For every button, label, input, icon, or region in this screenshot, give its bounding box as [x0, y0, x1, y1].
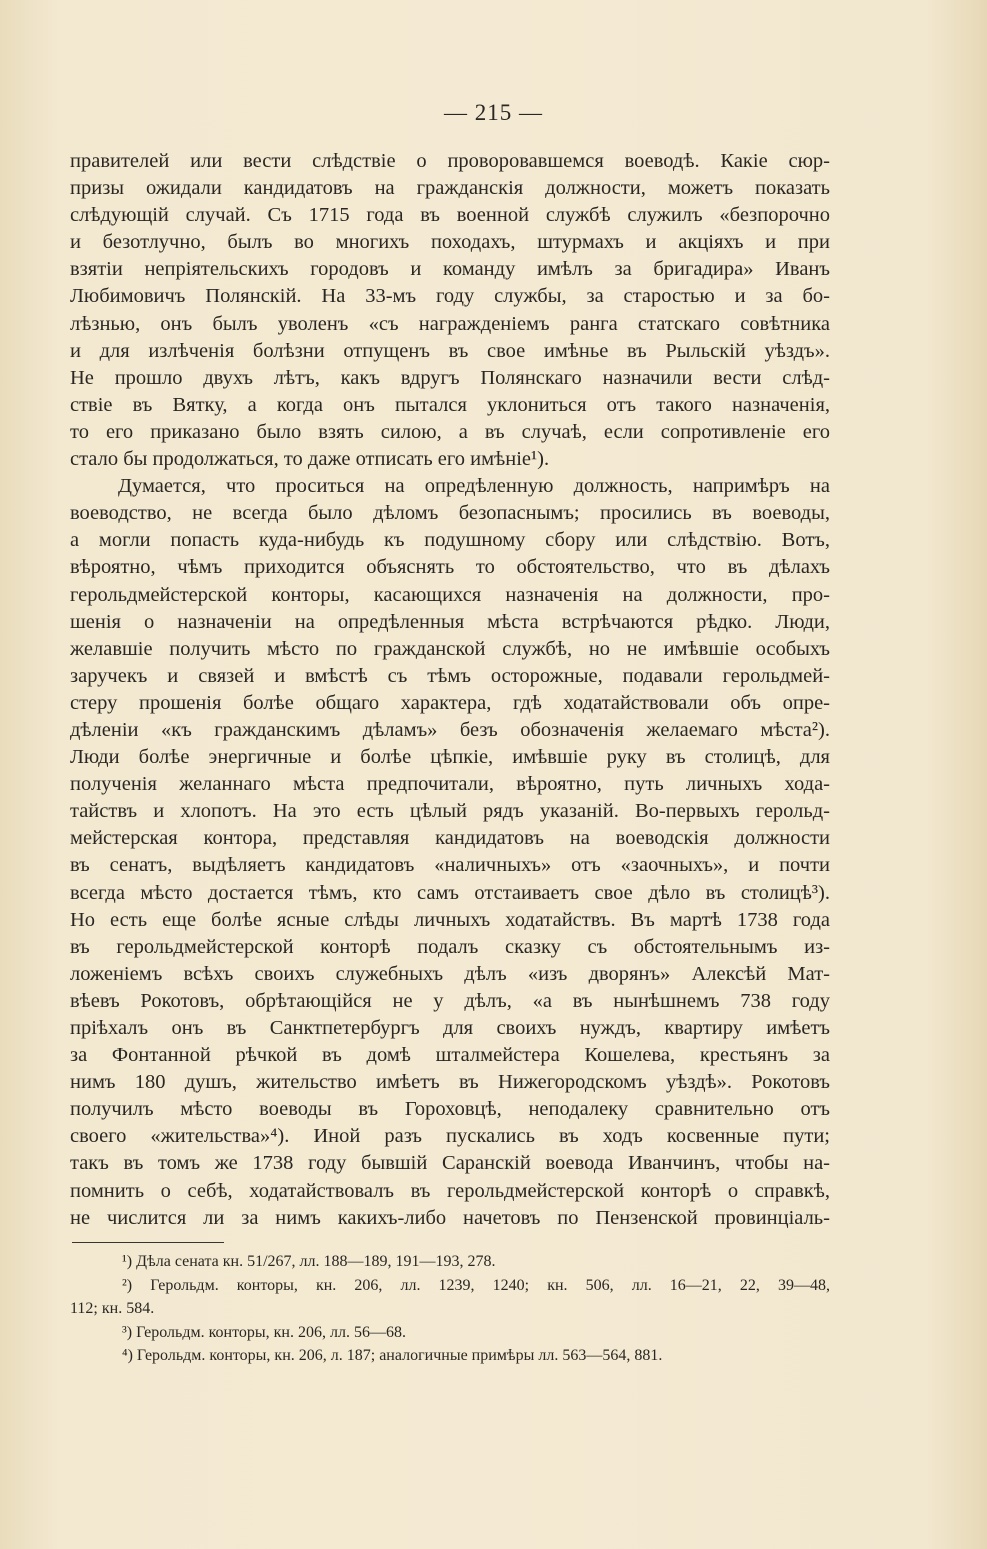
- text-line: шенія о назначеніи на опредѣленныя мѣста встрѣчаются рѣдко. Люди,: [70, 610, 830, 633]
- page-number: — 215 —: [444, 100, 543, 125]
- text-line: вѣевъ Рокотовъ, обрѣтающійся не у дѣлъ, «а въ нынѣшнемъ 738 году: [70, 989, 830, 1012]
- text-line: своего «жительства»⁴). Иной разъ пускались въ ходъ косвенные пути;: [70, 1125, 830, 1148]
- text-line: въ герольдмейстерской конторѣ подалъ сказку съ обстоятельнымъ из-: [70, 935, 830, 958]
- text-line: то его приказано было взять силою, а въ случаѣ, если сопротивленіе его: [70, 420, 830, 443]
- text-line: слѣдующій случай. Съ 1715 года въ военной службѣ служилъ «безпорочно: [70, 204, 830, 227]
- text-line: полученія желаннаго мѣста предпочитали, вѣроятно, путь личныхъ хода-: [70, 773, 830, 796]
- footnote-line: ⁴) Герольдм. конторы, кн. 206, л. 187; аналогичные примѣры лл. 563—564, 881.: [122, 1347, 663, 1364]
- text-line: мейстерская контора, представляя кандидатовъ на воеводскія должности: [70, 827, 830, 850]
- body-text: [70, 148, 830, 1232]
- text-line: ствіе въ Вятку, а когда онъ пытался уклониться отъ такого назначенія,: [70, 393, 830, 416]
- text-line: взятіи непріятельскихъ городовъ и команду имѣлъ за бригадира» Иванъ: [70, 258, 830, 281]
- footnote-line: ³) Герольдм. конторы, кн. 206, лл. 56—68.: [122, 1323, 406, 1341]
- text-line: стеру прошенія болѣе общаго характера, гдѣ ходатайствовали объ опре-: [70, 691, 830, 714]
- text-line: помнить о себѣ, ходатайствовалъ въ герольдмейстерской конторѣ о справкѣ,: [70, 1179, 830, 1202]
- text-line: а могли попасть куда-нибудь къ подушному сбору или слѣдствію. Вотъ,: [70, 529, 830, 552]
- footnotes: [70, 1250, 830, 1368]
- footnote-line: 112; кн. 584.: [70, 1300, 155, 1317]
- text-line: за Фонтанной рѣчкой въ домѣ шталмейстера Кошелева, крестьянъ за: [70, 1044, 830, 1067]
- text-line: вѣроятно, чѣмъ приходится объяснять то обстоятельство, что въ дѣлахъ: [70, 556, 830, 579]
- text-line: нимъ 180 душъ, жительство имѣетъ въ Нижегородскомъ уѣздѣ». Рокотовъ: [70, 1071, 830, 1094]
- footnote-line: ²) Герольдм. конторы, кн. 206, лл. 1239, 1240; кн. 506, лл. 16—21, 22, 39—48,: [122, 1276, 830, 1294]
- text-line: дѣленіи «къ гражданскимъ дѣламъ» безъ обозначенія желаемаго мѣста²).: [70, 718, 830, 741]
- text-line: Думается, что проситься на опредѣленную должность, напримѣръ на: [118, 475, 830, 498]
- text-line: пріѣхалъ онъ въ Санктпетербургъ для своихъ нуждъ, квартиру имѣетъ: [70, 1017, 830, 1039]
- text-line: герольдмейстерской конторы, касающихся назначенія на должности, про-: [70, 583, 830, 606]
- text-line: не числится ли за нимъ какихъ-либо начетовъ по Пензенской провинціаль-: [70, 1206, 830, 1229]
- text-line: призы ожидали кандидатовъ на гражданскія должности, можетъ показать: [70, 177, 830, 200]
- text-line: получилъ мѣсто воеводы въ Гороховцѣ, неподалеку сравнительно отъ: [70, 1098, 830, 1121]
- text-line: и для излѣченія болѣзни отпущенъ въ свое имѣнье въ Рыльскій уѣздъ».: [70, 339, 830, 362]
- text-line: и безотлучно, былъ во многихъ походахъ, штурмахъ и акціяхъ и при: [70, 231, 830, 254]
- text-line: лѣзнью, онъ былъ уволенъ «съ награжденіемъ ранга статскаго совѣтника: [70, 312, 830, 335]
- text-line: такъ въ томъ же 1738 году бывшій Саранскій воевода Иванчинъ, чтобы на-: [70, 1152, 830, 1175]
- text-line: воеводство, не всегда было дѣломъ безопаснымъ; просились въ воеводы,: [70, 502, 830, 525]
- text-line: Но есть еще болѣе ясные слѣды личныхъ ходатайствъ. Въ мартѣ 1738 года: [70, 908, 830, 931]
- text-line: правителей или вести слѣдствіе о проворовавшемся воеводѣ. Какіе сюр-: [70, 150, 830, 172]
- text-line: Люди болѣе энергичные и болѣе цѣпкіе, имѣвшіе руку въ столицѣ, для: [70, 746, 830, 769]
- text-line: тайствъ и хлопотъ. На это есть цѣлый рядъ указаній. Во-первыхъ герольд-: [70, 800, 830, 823]
- text-line: желавшіе получить мѣсто по гражданской службѣ, но не имѣвшіе особыхъ: [70, 637, 830, 660]
- text-line: Не прошло двухъ лѣтъ, какъ вдругъ Полянскаго назначили вести слѣд-: [70, 366, 830, 389]
- text-line: ложеніемъ всѣхъ своихъ служебныхъ дѣлъ «изъ дворянъ» Алексѣй Мат-: [70, 962, 830, 985]
- footnote-line: ¹) Дѣла сената кн. 51/267, лл. 188—189, 191—193, 278.: [122, 1253, 496, 1270]
- text-line: всегда мѣсто достается тѣмъ, кто самъ отстаиваетъ свое дѣло въ столицѣ³).: [70, 881, 830, 904]
- text-line: Любимовичъ Полянскій. На 33-мъ году службы, за старостью и за бо-: [70, 285, 830, 308]
- text-line: заручекъ и связей и вмѣстѣ съ тѣмъ осторожные, подавали герольдмей-: [70, 664, 830, 687]
- text-line: стало бы продолжаться, то даже отписать его имѣніе¹).: [70, 448, 550, 471]
- footnote-separator: [72, 1242, 224, 1243]
- text-line: въ сенатъ, выдѣляетъ кандидатовъ «наличныхъ» отъ «заочныхъ», и почти: [70, 854, 830, 877]
